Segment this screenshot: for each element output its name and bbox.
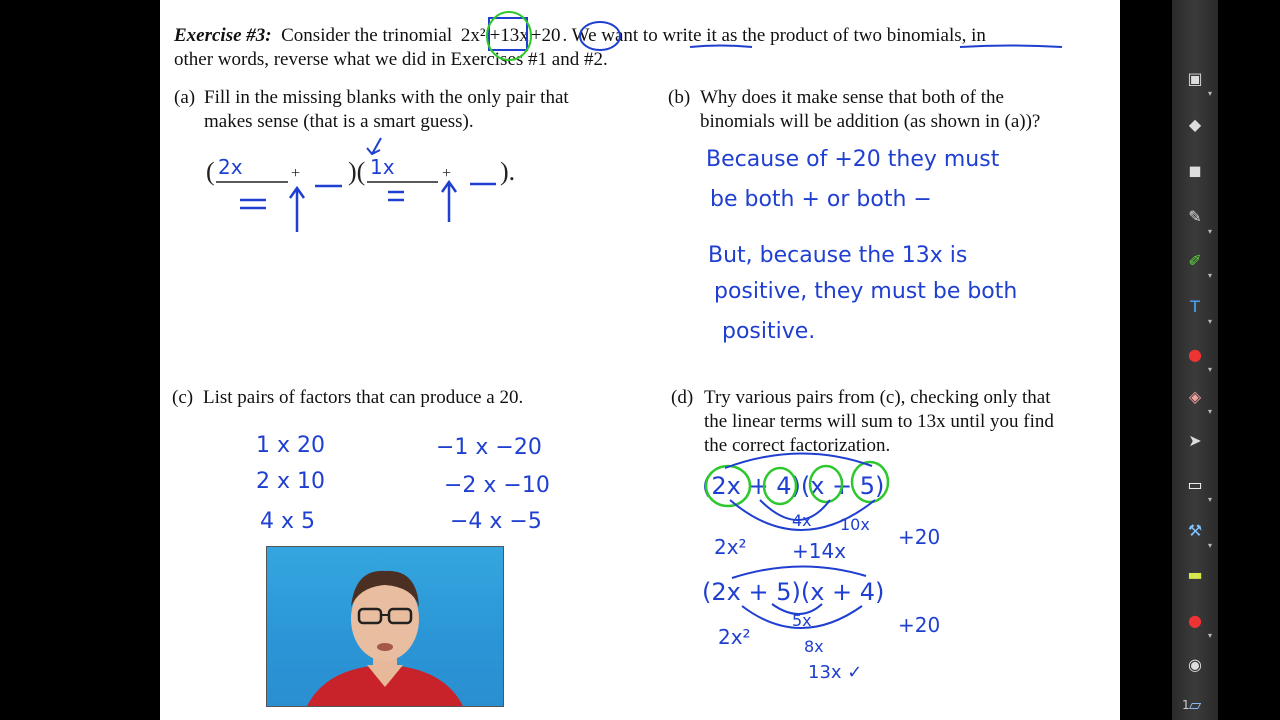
shapes-icon[interactable]: ◆ — [1188, 114, 1202, 134]
pointer-icon[interactable]: ➤ — [1188, 430, 1202, 450]
worksheet-page — [160, 0, 1120, 720]
part-b-line-1: Why does it make sense that both of the — [700, 87, 1004, 108]
ink-circle-quadratic — [487, 12, 531, 60]
ink-d-try-1-first: 2x² — [714, 535, 747, 559]
record-icon[interactable]: ● ▾ — [1188, 610, 1212, 640]
exercise-intro-rest: . We want to write it as the product of two binomials, in — [562, 25, 986, 46]
ink-d-try-2-first: 2x² — [718, 625, 751, 649]
ink-box-quadratic — [489, 18, 527, 50]
save-icon[interactable]: ▣ ▾ — [1187, 68, 1212, 98]
ink-c-pos-3: 4 x 5 — [260, 509, 315, 534]
paren-open-1: ( — [206, 157, 215, 186]
ink-c-neg-1: −1 x −20 — [436, 435, 542, 460]
part-d-line-3: the correct factorization. — [704, 435, 891, 456]
ink-d-try-1-inner: 4x — [792, 511, 812, 530]
ink-b-note-2: be both + or both − — [710, 187, 932, 212]
part-a-label: (a) — [174, 87, 196, 108]
term-linear: +13x — [489, 25, 529, 46]
presenter-figure — [267, 547, 503, 706]
ink-d-try-2-sum: 13x ✓ — [808, 662, 863, 683]
part-b-line-2: binomials will be addition (as shown in (a))? — [700, 111, 1041, 132]
ink-a-first: 2x — [218, 155, 243, 179]
part-b-label: (b) — [668, 87, 691, 108]
annotation-toolbar — [1172, 0, 1218, 720]
tools-icon[interactable]: ⚒ ▾ — [1187, 520, 1212, 550]
ink-circle-constant — [580, 22, 620, 50]
plus-2: + — [442, 165, 452, 182]
ink-c-pos-1: 1 x 20 — [256, 433, 325, 458]
ink-b-note-4: positive, they must be both — [714, 279, 1018, 304]
paren-close-open: )( — [348, 157, 366, 186]
text-tool-icon[interactable]: T ▾ — [1190, 296, 1212, 326]
page-icon[interactable]: ▱ — [1188, 694, 1202, 714]
ink-d-try-2-outer: 8x — [804, 637, 824, 656]
ink-b-note-3: But, because the 13x is — [708, 243, 968, 268]
ink-underline-binomials — [960, 46, 1062, 48]
ink-b-note-1: Because of +20 they must — [706, 147, 1000, 172]
exercise-intro: Consider the trinomial — [281, 25, 453, 46]
term-quadratic: 2x² — [460, 25, 486, 46]
ink-b-note-5: positive. — [722, 319, 816, 344]
part-d-line-1: Try various pairs from (c), checking only that — [704, 387, 1051, 408]
whiteboard-icon[interactable]: ▭ ▾ — [1187, 474, 1212, 504]
part-c-label: (c) — [172, 387, 194, 408]
part-a-line-1: Fill in the missing blanks with the only pair that — [204, 87, 569, 108]
term-constant: +20 — [530, 25, 561, 46]
part-d-label: (d) — [671, 387, 694, 408]
part-d-line-2: the linear terms will sum to 13x until you find — [704, 411, 1054, 432]
part-a-line-2: makes sense (that is a smart guess). — [204, 111, 474, 132]
ink-d-try-2-inner: 5x — [792, 611, 812, 630]
ink-d-try-2: (2x + 5)(x + 4) — [702, 578, 885, 606]
part-c-line-1: List pairs of factors that can produce a 20. — [203, 387, 524, 408]
plus-1: + — [291, 165, 301, 182]
paren-close-2: ). — [500, 157, 516, 186]
ink-d-try-2-last: +20 — [898, 613, 941, 637]
eraser-icon[interactable]: ◈ ▾ — [1188, 386, 1212, 416]
ink-c-neg-2: −2 x −10 — [444, 473, 550, 498]
camera-icon[interactable]: ◉ — [1188, 654, 1202, 674]
ink-d-try-1-last: +20 — [898, 525, 941, 549]
ink-c-neg-3: −4 x −5 — [450, 509, 542, 534]
ink-a-second: 1x — [370, 155, 395, 179]
ink-d-try-1-mid: +14x — [792, 539, 847, 563]
ink-c-pos-2: 2 x 10 — [256, 469, 325, 494]
ink-d-try-1-outer: 10x — [840, 515, 870, 534]
exercise-title: Exercise #3: — [174, 25, 272, 46]
pen-icon[interactable]: ✎ ▾ — [1188, 206, 1212, 236]
eraser-page-icon[interactable]: ◼ — [1188, 160, 1202, 180]
color-picker-icon[interactable]: ● ▾ — [1188, 344, 1212, 374]
ink-d-try-1: (2x + 4)(x + 5) — [702, 472, 885, 500]
webcam-video — [266, 546, 504, 707]
highlighter-icon[interactable]: ✐ ▾ — [1188, 250, 1212, 280]
note-icon[interactable]: ▬ — [1187, 564, 1203, 584]
page-number: 1 — [1182, 698, 1190, 712]
exercise-line-2: other words, reverse what we did in Exercises #1 and #2. — [174, 49, 608, 70]
ink-underline-product — [690, 46, 752, 48]
